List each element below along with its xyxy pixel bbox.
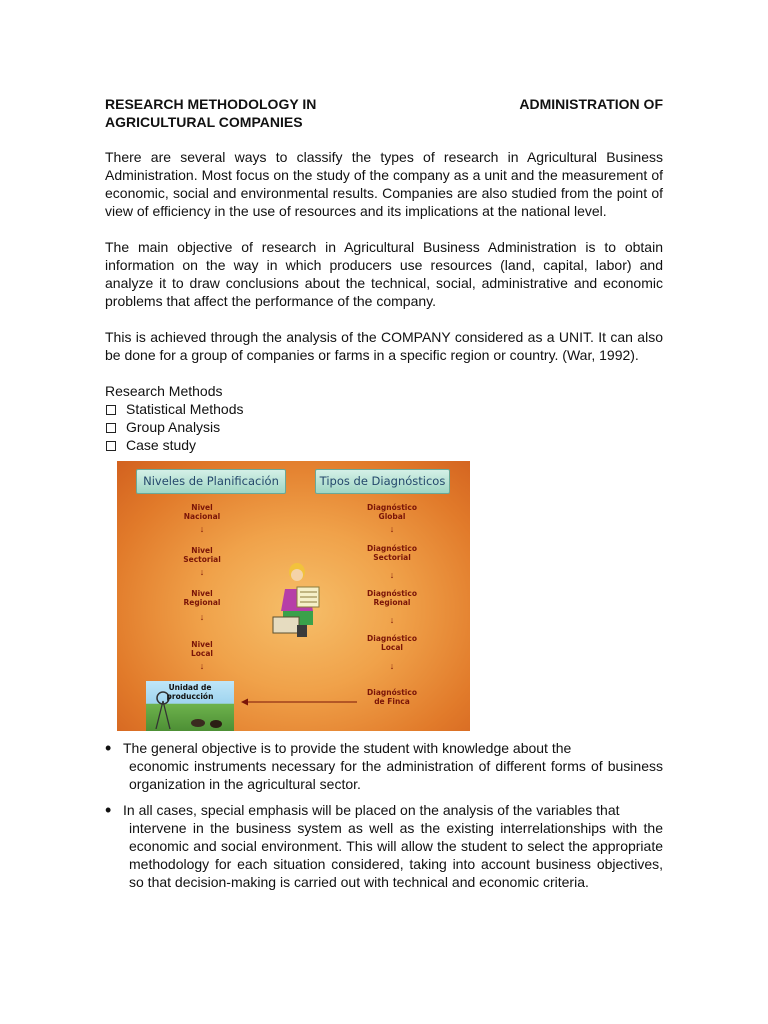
document-title	[105, 95, 663, 113]
bullet-text: The general objective is to provide the student with knowledge about the	[123, 740, 572, 756]
down-arrow-icon: ↓	[389, 661, 395, 671]
down-arrow-icon: ↓	[389, 615, 395, 625]
diagnostic-regional-node: Diagnóstico Regional	[367, 589, 417, 607]
title-right: ADMINISTRATION OF	[519, 96, 663, 112]
method-item	[105, 436, 663, 454]
planning-diagram	[117, 461, 470, 731]
method-label: Group Analysis	[126, 419, 221, 435]
method-label: Case study	[126, 437, 197, 453]
checkbox-square-icon	[106, 441, 116, 451]
livestock-icon	[188, 717, 228, 729]
bullet-icon: •	[105, 800, 112, 820]
level-local-node: Nivel Local	[190, 640, 213, 658]
title-line-2: AGRICULTURAL COMPANIES	[105, 114, 303, 130]
down-arrow-icon: ↓	[199, 661, 205, 671]
level-regional-node: Nivel Regional	[183, 589, 221, 607]
checkbox-square-icon	[106, 423, 116, 433]
production-unit-label: Unidad de producción	[166, 683, 214, 701]
person-with-documents-icon	[267, 559, 337, 639]
list-item	[105, 739, 663, 793]
bullet-text: In all cases, special emphasis will be placed on the analysis of the variables that	[123, 802, 620, 818]
down-arrow-icon: ↓	[199, 524, 205, 534]
production-unit-image	[146, 681, 234, 731]
method-label: Statistical Methods	[126, 401, 244, 417]
paragraph-3: This is achieved through the analysis of the COMPANY considered as a UNIT. It can also be done for a group of companies or farms in a specific region or country. (War, 1992).	[105, 329, 663, 363]
checkbox-square-icon	[106, 405, 116, 415]
bullet-text-continued: economic instruments necessary for the administration of different forms of business organization in the agricultural sector.	[129, 758, 663, 792]
diagnostic-sectoral-node: Diagnóstico Sectorial	[367, 544, 417, 562]
title-left: RESEARCH METHODOLOGY IN	[105, 96, 317, 112]
down-arrow-icon: ↓	[389, 570, 395, 580]
paragraph-1: There are several ways to classify the types of research in Agricultural Business Administration. Most focus on the study of the company as a unit and the measurement of economic, social and environmental results. Companies are also studied from the point of view of efficiency in the use of resources and its implications at the national level.	[105, 149, 663, 219]
bullet-icon: •	[105, 738, 112, 758]
list-item	[105, 801, 663, 891]
objectives-list	[105, 739, 663, 891]
down-arrow-icon: ↓	[199, 612, 205, 622]
diagnostic-global-node: Diagnóstico Global	[367, 503, 417, 521]
diagnostic-local-node: Diagnóstico Local	[367, 634, 417, 652]
down-arrow-icon: ↓	[389, 524, 395, 534]
level-sectoral-node: Nivel Sectorial	[183, 546, 221, 564]
research-methods	[105, 382, 663, 454]
bullet-text-continued: intervene in the business system as well as the existing interrelationships with the economic and social environment. This will allow the student to select the appropriate methodology for each situation considered, taking into account business objectives, so that decision-making is carried out with technical and economic criteria.	[129, 820, 663, 890]
left-arrow-icon	[241, 697, 357, 707]
paragraph-2: The main objective of research in Agricultural Business Administration is to obtain information on the way in which producers use resources (land, capital, labor) and analyze it to draw conclusions about the technical, social, administrative and economic problems that affect the performance of the company.	[105, 239, 663, 309]
planning-levels-header: Niveles de Planificación	[136, 469, 286, 494]
down-arrow-icon: ↓	[199, 567, 205, 577]
method-item	[105, 418, 663, 436]
level-national-node: Nivel Nacional	[183, 503, 221, 521]
diagnostic-farm-node: Diagnóstico de Finca	[367, 688, 417, 706]
document-page	[105, 95, 663, 891]
methods-heading: Research Methods	[105, 383, 223, 399]
method-item	[105, 400, 663, 418]
diagnostic-types-header: Tipos de Diagnósticos	[315, 469, 450, 494]
